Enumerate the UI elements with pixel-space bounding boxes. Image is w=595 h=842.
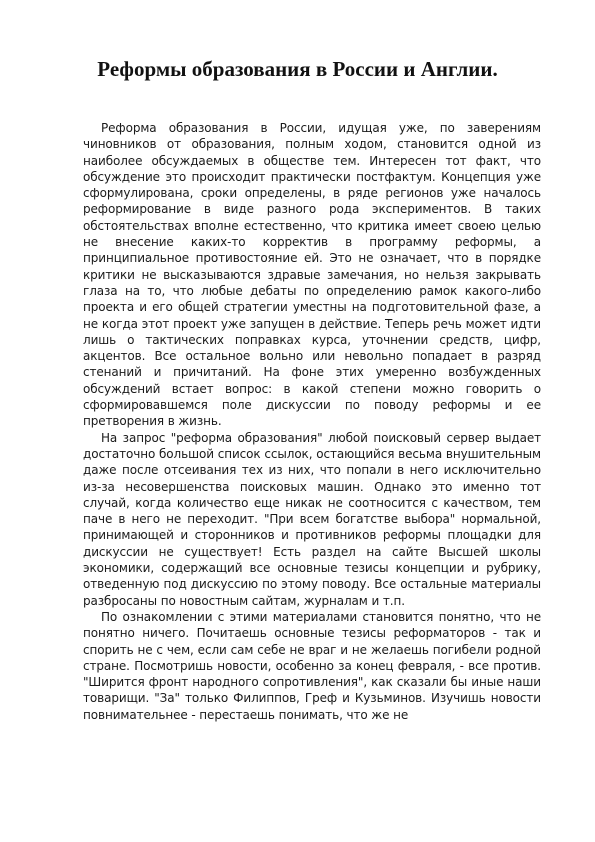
paragraph-1: Реформа образования в России, идущая уже, по заверениям чиновников от образования, полным ходом, становится одной из наиболее обсуждаемых в обществе тем. Интересен тот факт, что обсуждение это происходит практически постфактум. Концепция уже сформулирована, сроки определены, в ряде регионов уже началось реформирование в виде разного рода экспериментов. В таких обстоятельствах вполне естественно, что критика имеет своею целью не внесение каких-то корректив в программу реформы, а принципиальное противостояние ей. Это не означает, что в порядке критики не высказываются здравые замечания, но нельзя закрывать глаза на то, что любые дебаты по определению рамок какого-либо проекта и его общей стратегии уместны на подготовительной фазе, а не когда этот проект уже запущен в действие. Теперь речь может идти лишь о тактических поправках курса, уточнении средств, цифр, акцентов. Все остальное вольно или невольно попадает в разряд стенаний и причитаний. На фоне этих умеренно возбужденных обсуждений встает вопрос: в какой степени можно говорить о сформировавшемся поле дискуссии по поводу реформы и ее претворения в жизнь. [83, 121, 541, 429]
paragraph-2: На запрос "реформа образования" любой поисковый сервер выдает достаточно большой список ссылок, остающийся весьма внушительным даже после отсеивания тех из них, что попали в него исключительно из-за несовершенства поисковых машин. Однако это именно тот случай, когда количество еще никак не соотносится с качеством, тем паче в него не переходит. "При всем богатстве выбора" нормальной, принимающей и сторонников и противников реформы площадки для дискуссии не существует! Есть раздел на сайте Высшей школы экономики, содержащий все основные тезисы концепции и рубрику, отведенную под дискуссию по этому поводу. Все остальные материалы разбросаны по новостным сайтам, журналам и т.п. [83, 430, 541, 608]
paragraph-3: По ознакомлении с этими материалами становится понятно, что не понятно ничего. Почитаешь основные тезисы реформаторов - так и спорить не с чем, если сам себе не враг и не желаешь погибели родной стране. Посмотришь новости, особенно за конец февраля, - все против. "Ширится фронт народного сопротивления", как сказали бы иные наши товарищи. "За" только Филиппов, Греф и Кузьминов. Изучишь новости повнимательнее - перестаешь понимать, что же не [83, 609, 541, 722]
document-title: Реформы образования в России и Англии. [97, 57, 498, 81]
document-body [83, 120, 541, 723]
